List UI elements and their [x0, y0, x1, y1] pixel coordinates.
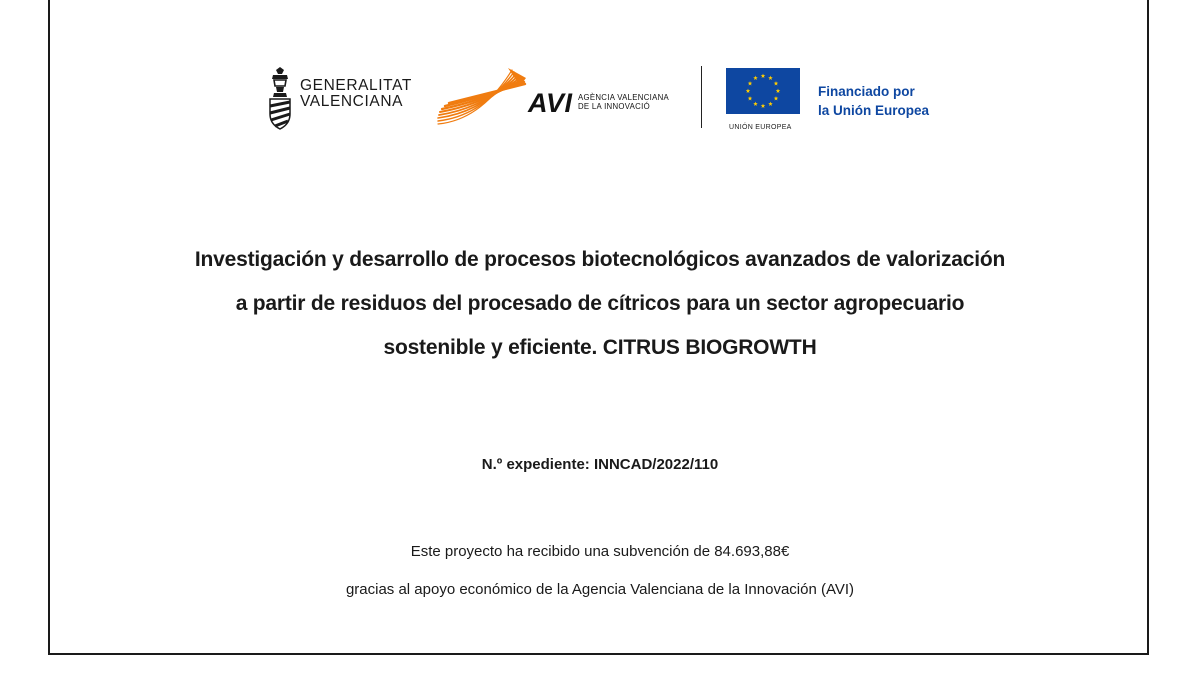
- generalitat-line1: GENERALITAT: [300, 77, 412, 94]
- generalitat-line2: VALENCIANA: [300, 93, 404, 110]
- grant-line1: Este proyecto ha recibido una subvención de 84.693,88€: [410, 543, 790, 560]
- avi-subtitle-line2: DE LA INNOVACIÓ: [578, 102, 650, 111]
- generalitat-wordmark: [300, 78, 412, 110]
- eu-funded-text: [818, 82, 929, 120]
- eu-funded-line1: Financiado por: [818, 84, 915, 99]
- generalitat-logo: [266, 66, 416, 130]
- eu-funded-line2: la Unión Europea: [818, 103, 930, 118]
- eu-logo: [726, 66, 956, 136]
- logo-header: [0, 60, 1200, 140]
- grant-statement: [100, 533, 1100, 609]
- eu-flag-icon: [726, 68, 800, 114]
- project-title: [100, 238, 1100, 370]
- avi-subtitle-line1: AGÈNCIA VALENCIANA: [578, 93, 670, 102]
- logo-divider: [701, 66, 702, 128]
- eu-caption: UNIÓN EUROPEA: [729, 124, 792, 131]
- avi-logo: [436, 66, 686, 130]
- project-title-line2: a partir de residuos del procesado de cítricos para un sector agropecuario: [235, 292, 965, 315]
- avi-wordmark: AVI: [528, 88, 573, 118]
- project-title-line1: Investigación y desarrollo de procesos biotecnológicos avanzados de valorización: [194, 248, 1006, 271]
- grant-line2: gracias al apoyo económico de la Agencia Valenciana de la Innovación (AVI): [345, 581, 855, 598]
- avi-subtitle: [578, 93, 669, 111]
- project-title-line3: sostenible y eficiente. CITRUS BIOGROWTH: [383, 336, 817, 359]
- avi-swoosh-icon: [436, 66, 528, 128]
- expediente-number: N.º expediente: INNCAD/2022/110: [481, 456, 719, 473]
- valencia-coat-of-arms-icon: [266, 66, 296, 130]
